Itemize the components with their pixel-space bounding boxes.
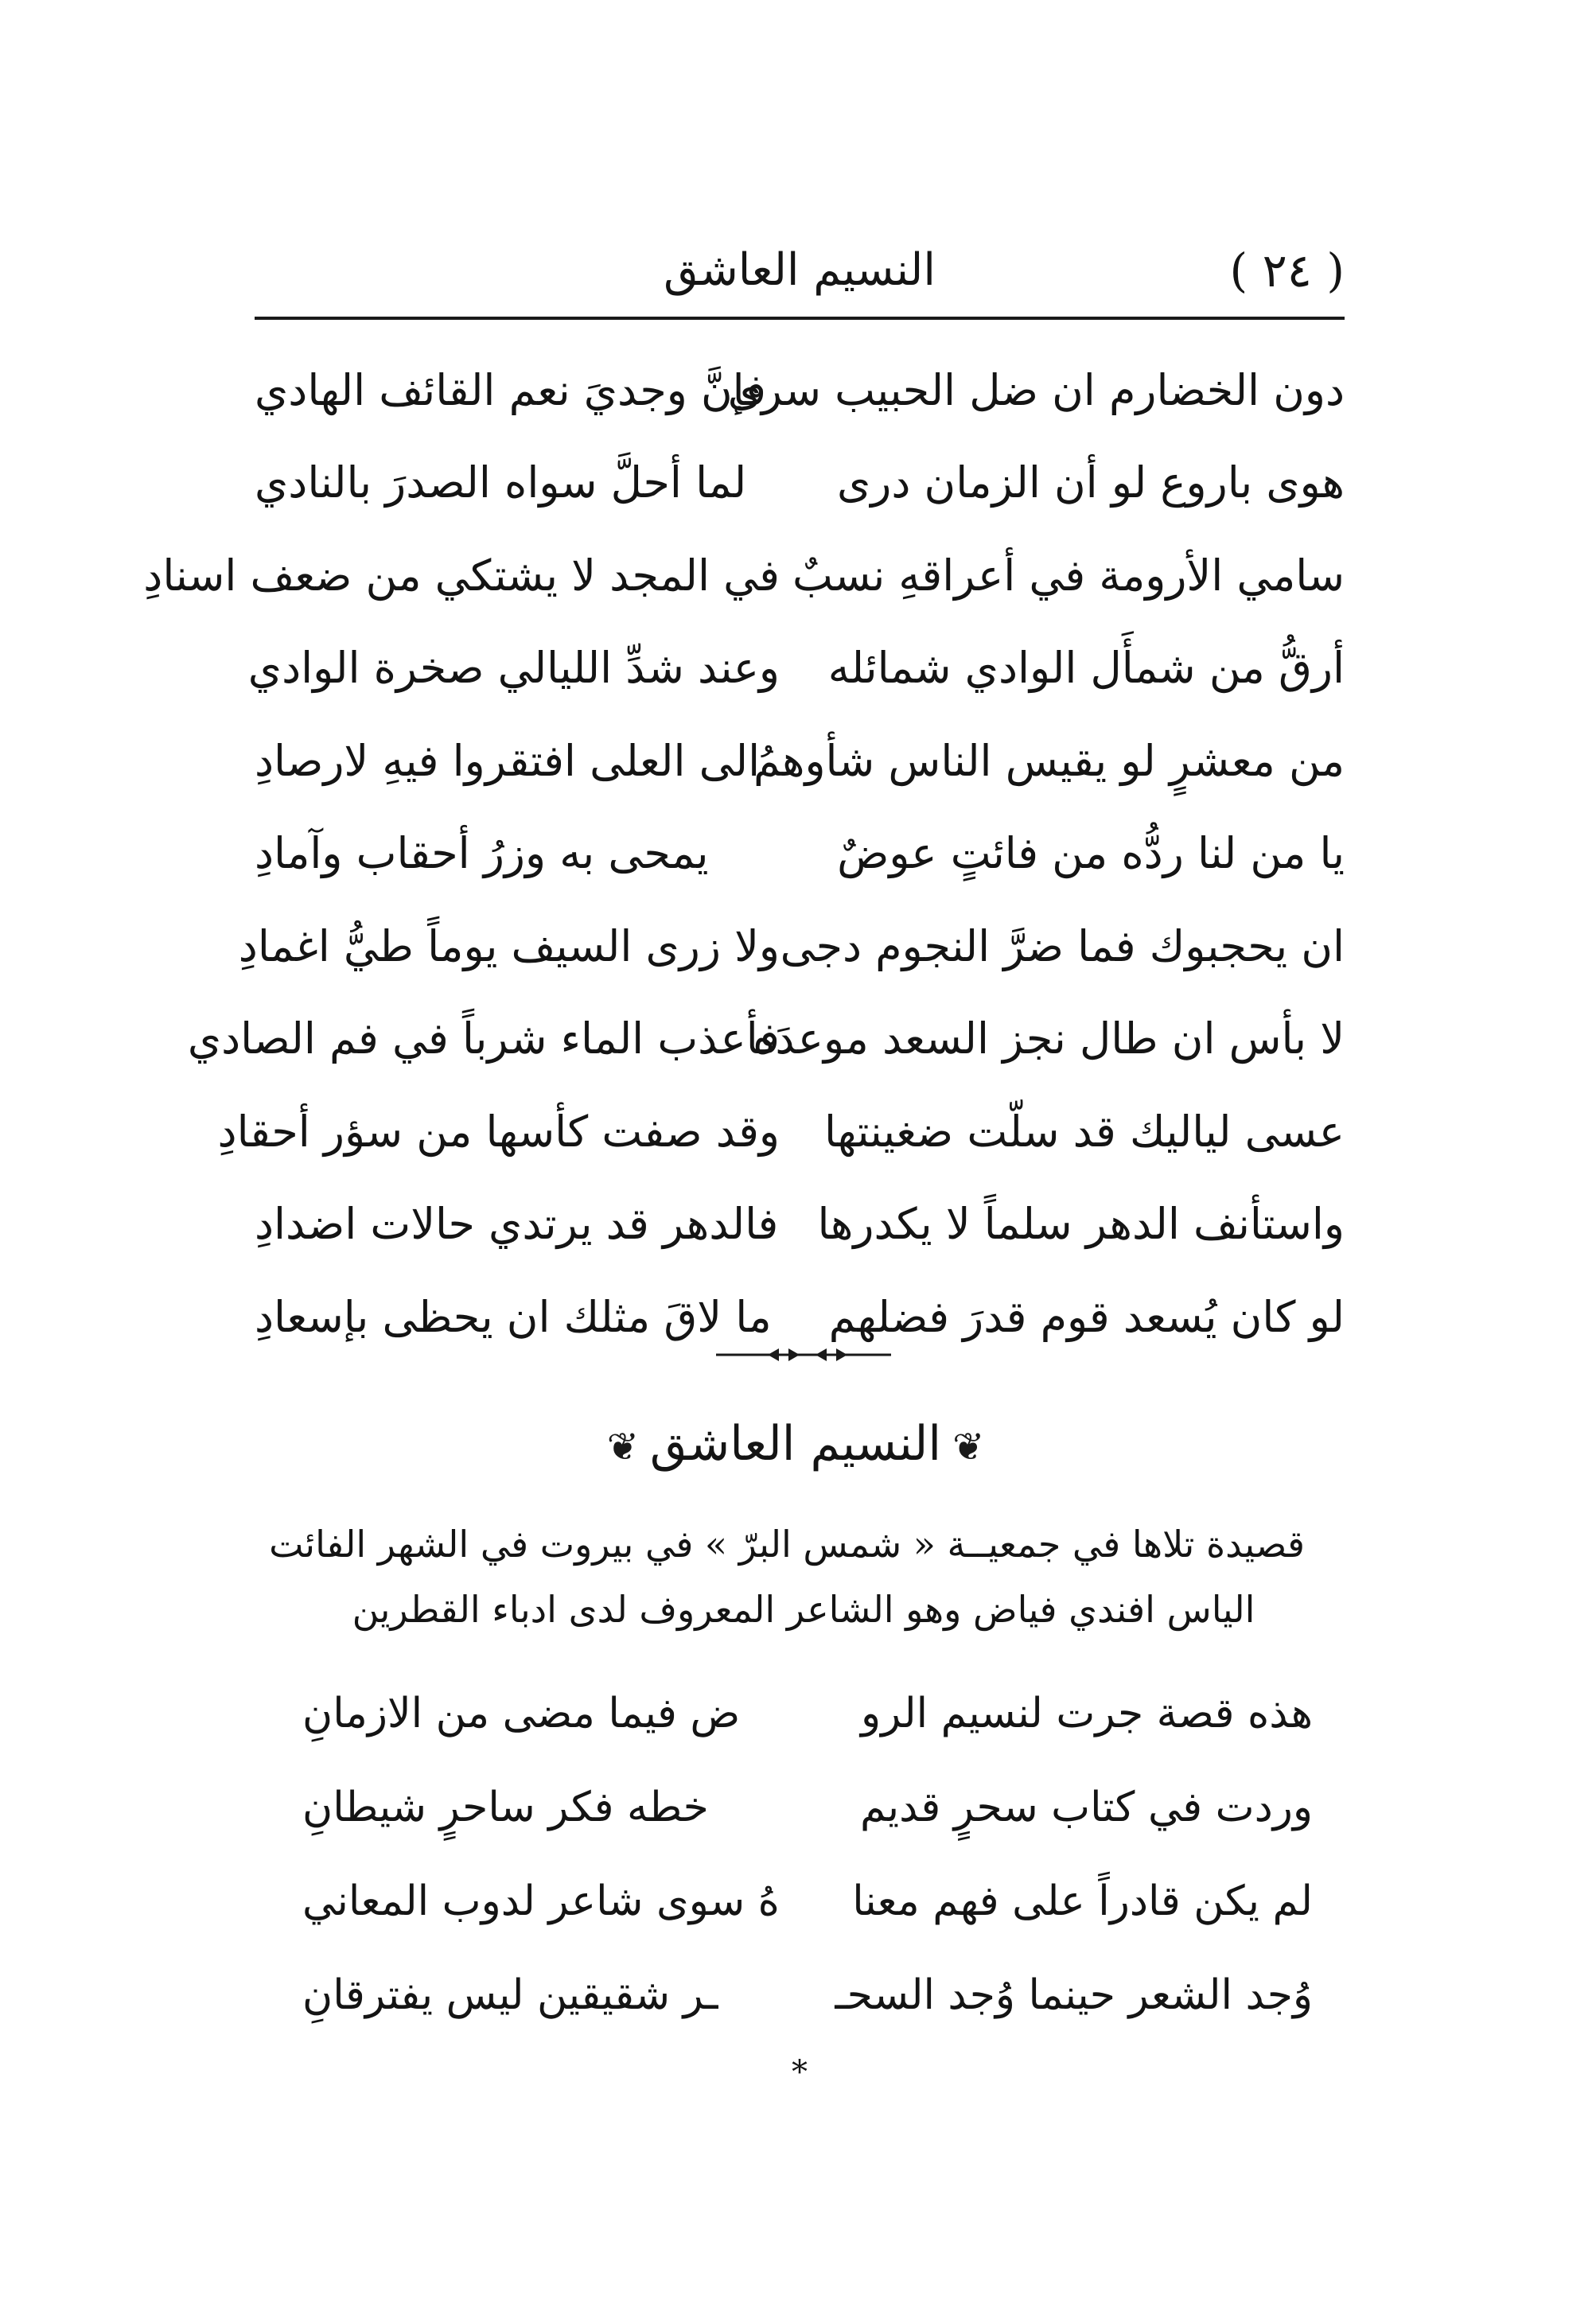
verse-row — [247, 622, 1345, 715]
first-hemistich: يا من لنا ردُّه من فائتٍ عوضٌ — [837, 828, 1345, 879]
fleuron-icon: ❦ — [952, 1425, 985, 1469]
asterisk-mark: * — [792, 2054, 808, 2091]
header-rule — [255, 317, 1345, 320]
first-hemistich: هوى باروع لو أن الزمان درى — [836, 457, 1345, 508]
running-title: النسيم العاشق — [664, 244, 936, 296]
verse-row — [255, 714, 1345, 807]
second-hemistich: خطه فكر ساحرٍ شيطانِ — [302, 1784, 709, 1831]
first-hemistich: وُجد الشعر حينما وُجد السحـ — [835, 1971, 1313, 2019]
verse-row — [255, 1178, 1345, 1271]
second-hemistich: هُ سوى شاعر لدوب المعاني — [302, 1877, 780, 1925]
page-header — [255, 231, 1345, 318]
first-hemistich: واستأنف الدهر سلماً لا يكدرها — [817, 1199, 1345, 1250]
verse-row — [255, 437, 1345, 530]
first-hemistich: وردت في كتاب سحرٍ قديم — [860, 1784, 1313, 1831]
second-hemistich: وعند شدِّ الليالي صخرة الوادي — [247, 643, 780, 694]
page-number: ( ٢٤ ) — [1229, 243, 1345, 298]
second-hemistich: في المجد لا يشتكي من ضعف اسنادِ — [143, 550, 780, 601]
poem-ode — [143, 344, 1345, 1364]
first-hemistich: لو كان يُسعد قوم قدرَ فضلهم — [828, 1291, 1345, 1342]
section-title: النسيم العاشق — [649, 1416, 942, 1472]
verse-row — [143, 529, 1345, 622]
first-hemistich: هذه قصة جرت لنسيم الرو — [860, 1690, 1313, 1737]
verse-row — [302, 1667, 1313, 1761]
second-hemistich: فالدهر قد يرتدي حالات اضدادِ — [255, 1199, 779, 1250]
fleuron-icon: ❦ — [606, 1425, 639, 1469]
second-hemistich: فأعذب الماء شرباً في فم الصادي — [187, 1014, 780, 1064]
first-hemistich: لم يكن قادراً على فهم معنا — [852, 1877, 1313, 1925]
second-hemistich: وقد صفت كأسها من سؤر أحقادِ — [217, 1106, 780, 1157]
verse-row — [302, 1854, 1313, 1948]
section-heading — [398, 1400, 1193, 1491]
verse-row — [302, 1761, 1313, 1854]
first-hemistich: سامي الأرومة في أعراقهِ نسبٌ — [792, 550, 1345, 601]
section-intro — [269, 1512, 1305, 1642]
second-hemistich: لما أحلَّ سواه الصدرَ بالنادي — [255, 457, 747, 508]
verse-row — [302, 1948, 1313, 2042]
verse-row — [238, 900, 1345, 993]
verse-row — [187, 993, 1345, 1086]
verse-row — [255, 344, 1345, 437]
intro-line: الياس افندي فياض وهو الشاعر المعروف لدى ادباء القطرين — [352, 1588, 1255, 1631]
verse-row — [217, 1085, 1345, 1178]
second-hemistich: ـر شقيقين ليس يفترقانِ — [302, 1971, 718, 2019]
first-hemistich: ان يحجبوك فما ضرَّ النجوم دجى — [780, 920, 1345, 971]
intro-line: قصيدة تلاها في جمعيــة « شمس البرّ » في بيروت في الشهر الفائت — [269, 1523, 1305, 1566]
second-hemistich: ما لاقَ مثلك ان يحظى بإسعادِ — [255, 1291, 772, 1342]
second-hemistich: ولا زرى السيف يوماً طيُّ اغمادِ — [238, 920, 780, 971]
first-hemistich: عسى لياليك قد سلّت ضغينتها — [824, 1106, 1345, 1157]
ornament-divider — [712, 1343, 895, 1367]
first-hemistich: من معشرٍ لو يقيس الناس شأوهمُ — [753, 735, 1345, 786]
second-hemistich: فإنَّ وجديَ نعم القائف الهادي — [255, 364, 766, 415]
first-hemistich: لا بأس ان طال نجز السعد موعدَه — [753, 1014, 1345, 1064]
verse-row — [255, 807, 1345, 901]
second-hemistich: يمحى به وزرُ أحقاب وآمادِ — [255, 828, 709, 879]
first-hemistich: أرقُّ من شمأَل الوادي شمائله — [827, 643, 1345, 694]
second-hemistich: الى العلى افتقروا فيهِ لارصادِ — [255, 735, 761, 786]
poem-nasim — [302, 1667, 1313, 2042]
second-hemistich: ض فيما مضى من الازمانِ — [302, 1690, 741, 1737]
first-hemistich: دون الخضارم ان ضل الحبيب سرى — [727, 364, 1345, 415]
